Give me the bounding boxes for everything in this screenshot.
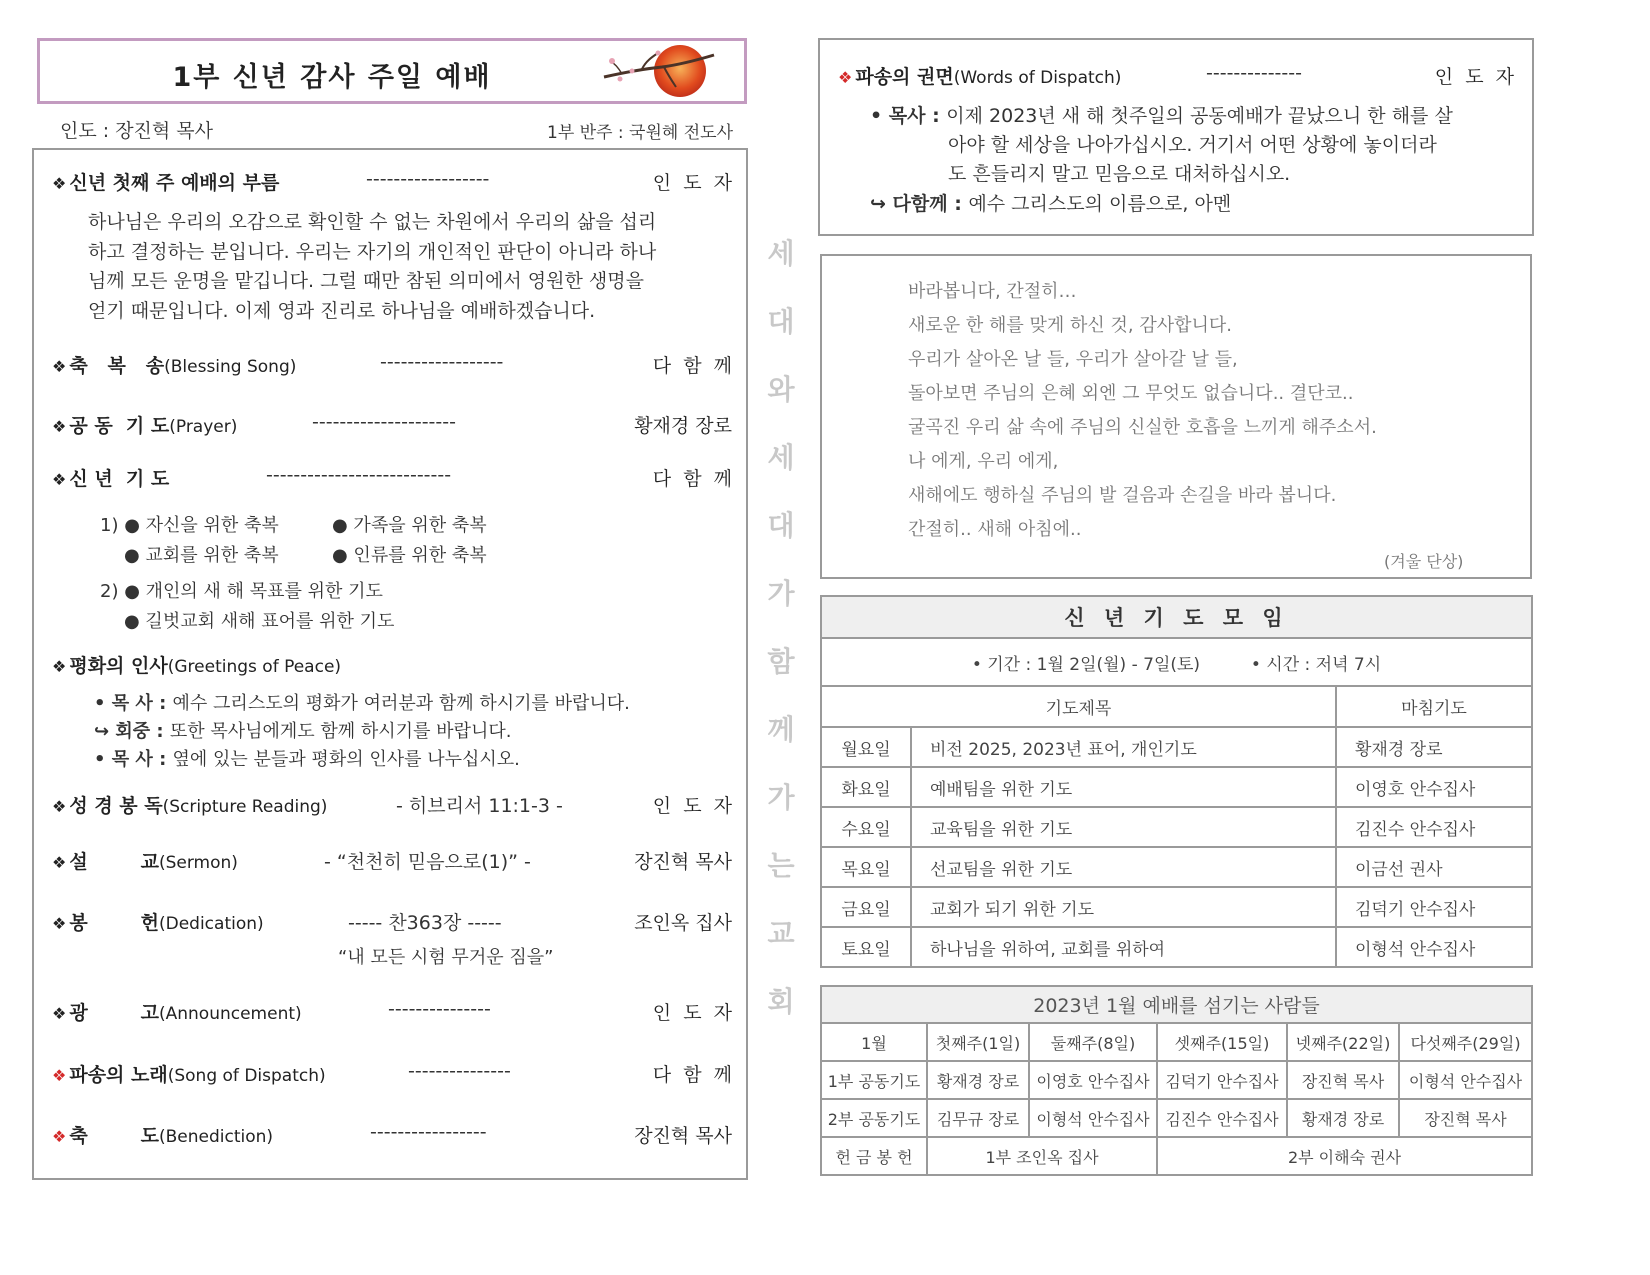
item-english: (Greetings of Peace) [167,657,342,677]
item-label: 축 복 송 [69,355,165,377]
topic-cell: 예배팀을 위한 기도 [911,767,1336,807]
offering-label-cell: 헌 금 봉 헌 [821,1137,927,1175]
header-cell: 둘째주(8일) [1029,1023,1157,1061]
diamond-icon: ❖ [52,1066,67,1085]
accompanist-label: 1부 반주 : 국원혜 전도사 [547,123,733,143]
sunrise-branch-icon [602,43,722,103]
header-cell: 첫째주(1일) [927,1023,1029,1061]
item-leader: 다 함 께 [652,1064,732,1086]
day-cell: 목요일 [821,847,911,887]
scripture-reading-item [52,791,732,821]
item-english: (Song of Dispatch) [167,1066,326,1086]
server-cell: 장진혁 목사 [1287,1061,1399,1099]
hymn-title: “내 모든 시험 무거운 짐을” [338,947,554,968]
diamond-icon: ❖ [52,417,67,436]
poem-line: 새로운 한 해를 맞게 하신 것, 감사합니다. [908,315,1232,336]
poem-line: 돌아보면 주님의 은혜 외엔 그 무엇도 없습니다.. 결단코.. [908,383,1354,404]
announcement-item [52,998,732,1028]
response-text: 예수 그리스도의 평화가 여러분과 함께 하시기를 바랍니다. [172,693,630,714]
role-label: ↪ 다함께 : [870,193,969,215]
header-cell: 1월 [821,1023,927,1061]
item-leader: 인 도 자 [1434,66,1514,88]
diamond-icon: ❖ [52,357,67,376]
topic-cell: 비전 2025, 2023년 표어, 개인기도 [911,727,1336,767]
server-cell: 이형석 안수집사 [1029,1099,1157,1137]
offering-cell: 1부 조인옥 집사 [927,1137,1157,1175]
response-text: 옆에 있는 분들과 평화의 인사를 나누십시오. [172,749,520,770]
new-year-prayer-item [52,464,732,494]
leader-cell: 이형석 안수집사 [1336,927,1532,967]
server-cell: 김진수 안수집사 [1157,1099,1287,1137]
leader-cell: 이영호 안수집사 [1336,767,1532,807]
item-label: 성 경 봉 독 [69,795,163,817]
response-text: 또한 목사님에게도 함께 하시기를 바랍니다. [169,721,512,742]
role-label: • 목 사 : [94,693,173,714]
slogan-char: 대 [767,305,795,338]
poem-credit: (겨울 단상) [1384,552,1464,571]
item-english: (Scripture Reading) [162,797,328,817]
prayer-topic: ● 인류를 위한 축복 [332,545,487,566]
table-row [821,847,1532,887]
dash-line: -------------- [1206,62,1302,84]
item-label: 광 고 [69,1002,159,1024]
slogan-char: 가 [767,577,795,610]
pastor-role [870,101,1453,128]
meeting-period: • 기간 : 1월 2일(월) - 7일(토) [971,654,1201,675]
slogan-char: 가 [767,781,795,814]
item-leader: 다 함 께 [652,468,732,490]
greetings-of-peace-item [52,651,732,681]
meeting-time: • 시간 : 저녁 7시 [1250,654,1382,675]
poem-line: 굴곡진 우리 삶 속에 주님의 신실한 호흡을 느끼게 해주소서. [908,417,1377,438]
server-cell: 이영호 안수집사 [1029,1061,1157,1099]
day-cell: 월요일 [821,727,911,767]
role-label: • 목사 : [870,105,947,127]
item-label: 파송의 권면 [855,66,954,88]
topic-cell: 하나님을 위하여, 교회를 위하여 [911,927,1336,967]
diamond-icon: ❖ [52,797,67,816]
table-row [821,807,1532,847]
prayer-topic: ● 교회를 위한 축복 [124,545,279,566]
diamond-icon: ❖ [52,914,67,933]
table-row [821,1099,1532,1137]
dispatch-text: 아야 할 세상을 나아가십시오. 거기서 어떤 상황에 놓이더라 [948,134,1437,156]
song-of-dispatch-item [52,1060,732,1090]
sermon-title: - “천천히 믿음으로(1)” - [324,851,531,873]
poem-line: 새해에도 행하실 주님의 발 걸음과 손길을 바라 봅니다. [908,485,1337,506]
item-label: 설 교 [69,851,159,873]
item-english: (Sermon) [158,853,238,873]
prayer-item [52,411,732,441]
item-leader: 인 도 자 [652,795,732,817]
title-box [37,38,747,104]
column-header-closing: 마침기도 [1336,686,1532,727]
table-row [821,1061,1532,1099]
table-row [821,1023,1532,1061]
slogan-char: 는 [767,849,795,882]
dispatch-text: 이제 2023년 새 해 첫주일의 공동예배가 끝났으니 한 해를 살 [946,105,1453,127]
dash-line: ----------------- [370,1121,487,1143]
item-english: (Dedication) [158,914,264,934]
table-row [821,727,1532,767]
header-cell: 셋째주(15일) [1157,1023,1287,1061]
diamond-icon: ❖ [52,1004,67,1023]
role-label: • 목 사 : [94,749,173,770]
slogan-char: 세 [767,237,795,270]
table-row [821,927,1532,967]
poem-line: 바라봅니다, 간절히… [908,281,1077,302]
header-cell: 넷째주(22일) [1287,1023,1399,1061]
dash-line: --------------- [408,1060,511,1082]
day-cell: 토요일 [821,927,911,967]
slogan-char: 께 [767,713,795,746]
header-cell: 다섯째주(29일) [1399,1023,1532,1061]
item-english: (Blessing Song) [164,357,297,377]
blessing-song-item [52,351,732,381]
diamond-icon: ❖ [52,470,67,489]
peace-response [94,717,511,743]
dash-line: --------------------- [312,411,456,433]
leader-cell: 김덕기 안수집사 [1336,887,1532,927]
meeting-title: 신 년 기 도 모 임 [821,596,1532,638]
slogan-char: 대 [767,509,795,542]
item-english: (Prayer) [169,417,238,437]
dedication-item [52,908,732,938]
page-title: 1부 신년 감사 주일 예배 [172,62,492,93]
poem-line: 우리가 살아온 날 들, 우리가 살아갈 날 들, [908,349,1238,370]
diamond-icon: ❖ [52,174,67,193]
prayer-topic: 2) ● 개인의 새 해 목표를 위한 기도 [100,581,383,602]
item-label: 평화의 인사 [69,655,168,677]
diamond-icon: ❖ [838,68,853,87]
item-label: 축 도 [69,1125,159,1147]
slogan-char: 회 [767,985,795,1018]
item-label: 파송의 노래 [69,1064,168,1086]
meeting-schedule [821,638,1532,686]
server-cell: 황재경 장로 [927,1061,1029,1099]
item-leader: 인 도 자 [652,172,732,194]
prayer-topic: 1) ● 자신을 위한 축복 [100,515,279,536]
dispatch-text: 도 흔들리지 말고 믿음으로 대처하십시오. [948,163,1291,185]
item-leader: 장진혁 목사 [634,1125,732,1147]
server-cell: 이형석 안수집사 [1399,1061,1532,1099]
paragraph-line: 얻기 때문입니다. 이제 영과 진리로 하나님을 예배하겠습니다. [88,299,596,322]
congregation-response [870,189,1231,216]
item-label: 신 년 기 도 [69,468,170,490]
poem-line: 나 에게, 우리 에게, [908,451,1059,472]
paragraph-line: 님께 모든 운명을 맡깁니다. 그럴 때만 참된 의미에서 영원한 생명을 [88,270,644,292]
column-header-topic: 기도제목 [821,686,1336,727]
row-label-cell: 1부 공동기도 [821,1061,927,1099]
slogan-char: 와 [767,373,795,406]
table-row [821,1137,1532,1175]
item-english: (Benediction) [158,1127,274,1147]
leader-cell: 김진수 안수집사 [1336,807,1532,847]
table-row [821,767,1532,807]
slogan-char: 세 [767,441,795,474]
topic-cell: 선교팀을 위한 기도 [911,847,1336,887]
response-text: 예수 그리스도의 이름으로, 아멘 [968,193,1232,215]
day-cell: 금요일 [821,887,911,927]
hymn-number: ----- 찬363장 ----- [348,912,502,934]
prayer-topic: ● 길벗교회 새해 표어를 위한 기도 [124,611,395,632]
item-leader: 황재경 장로 [634,415,732,437]
server-cell: 김무규 장로 [927,1099,1029,1137]
day-cell: 화요일 [821,767,911,807]
leader-cell: 이금선 권사 [1336,847,1532,887]
peace-response [94,689,630,715]
leader-label: 인도 : 장진혁 목사 [60,120,213,142]
slogan-char: 교 [767,917,795,950]
poem-line: 간절히.. 새해 아침에.. [908,519,1082,540]
server-cell: 황재경 장로 [1287,1099,1399,1137]
benediction-item [52,1121,732,1151]
item-label: 공 동 기 도 [69,415,170,437]
item-label: 신년 첫째 주 예배의 부름 [69,172,280,194]
call-paragraph [88,208,718,326]
dash-line: --------------- [388,998,491,1020]
words-of-dispatch-item [838,62,1514,92]
peace-response [94,745,520,771]
item-leader: 장진혁 목사 [634,851,732,873]
item-leader: 인 도 자 [652,1002,732,1024]
server-cell: 김덕기 안수집사 [1157,1061,1287,1099]
item-english: (Announcement) [158,1004,302,1024]
server-cell: 장진혁 목사 [1399,1099,1532,1137]
diamond-icon: ❖ [52,1127,67,1146]
call-to-worship-item [52,168,732,198]
dash-line: ------------------ [366,168,490,190]
item-english: (Words of Dispatch) [953,68,1122,88]
paragraph-line: 하고 결정하는 분입니다. 우리는 자기의 개인적인 판단이 아니라 하나 [88,240,657,263]
servers-title: 2023년 1월 예배를 섬기는 사람들 [821,986,1532,1023]
item-label: 봉 헌 [69,912,159,934]
paragraph-line: 하나님은 우리의 오감으로 확인할 수 없는 차원에서 우리의 삶을 섭리 [88,211,657,233]
servers-table [820,985,1533,1176]
diamond-icon: ❖ [52,853,67,872]
table-row [821,887,1532,927]
scripture-reference: - 히브리서 11:1-3 - [396,795,563,817]
topic-cell: 교육팀을 위한 기도 [911,807,1336,847]
item-leader: 조인옥 집사 [634,912,732,934]
topic-cell: 교회가 되기 위한 기도 [911,887,1336,927]
role-label: ↪ 회중 : [94,721,170,742]
prayer-topic: ● 가족을 위한 축복 [332,515,487,536]
offering-cell: 2부 이해숙 권사 [1157,1137,1532,1175]
slogan-char: 함 [767,645,795,678]
sermon-item [52,847,732,877]
dash-line: ------------------ [380,351,504,373]
leader-cell: 황재경 장로 [1336,727,1532,767]
diamond-icon: ❖ [52,657,67,676]
item-leader: 다 함 께 [652,355,732,377]
prayer-meeting-table [820,595,1533,968]
dash-line: --------------------------- [266,464,452,486]
row-label-cell: 2부 공동기도 [821,1099,927,1137]
day-cell: 수요일 [821,807,911,847]
